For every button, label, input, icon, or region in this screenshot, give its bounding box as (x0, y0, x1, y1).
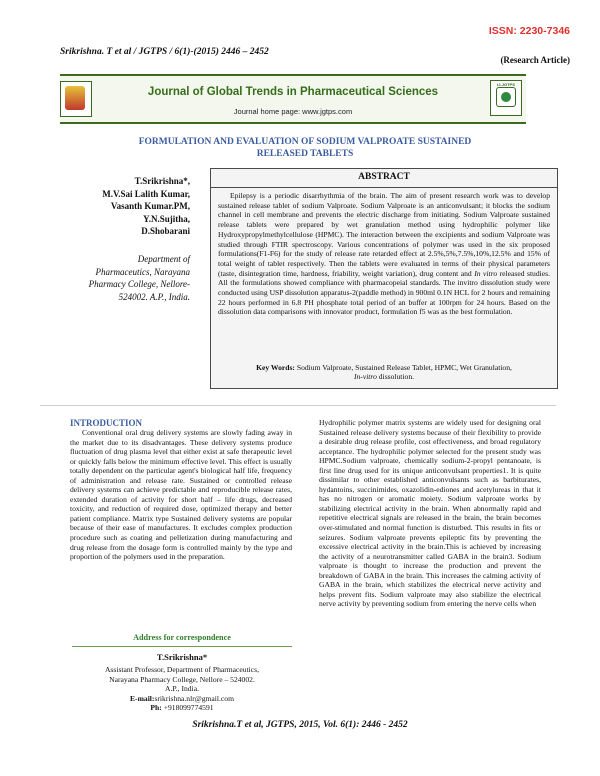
introduction-right-column: Hydrophilic polymer matrix systems are widely used for designing oral Sustained release delivery systems because of their flexibility to provide a desirable drug release profile, cost effectiveness, and broad regulatory acceptance. The hydrophilic polymer selected for the present study was HPMC.Sodium valproate, chemically sodium-2-propyl pentanoate, is first line drug used for its unique anticonvulsant properties1. It is quite dissimilar to other established anticonvulsants such as barbiturates, hydantoins, succinimides, oxazolidin-ediones and acetylureas in that it has no nitrogen or aromatic moiety. Sodium valproate works by stabilizing electrical activity in the brain. When abnormally rapid and repetitive electrical signals are released in the brain, the brain becomes over-stimulated and normal function is disturbed. This results in fits or seizures. Sodium valproate prevents epileptic fits by preventing the excessive electrical activity in the brain.This is achieved by increasing the activity of a neurotransmitter called GABA in the brain3. Sodium valproate is thought to increase the production and prevent the breakdown of GABA in the brain. This increases the calming activity of GABA in the brain, which stabilizes the electrical nerve activity and helps prevent fits. Sodium valproate may also stabilize the electrical nerve activity by preventing sodium from entering the nerve cells when (319, 418, 541, 609)
introduction-left-column: Conventional oral drug delivery systems are slowly fading away in the market due to its disadvantages. These delivery systems produce fluctuation of drug plasma level that either exist at safe therapeutic level or quickly falls below the minimum effective level. This effect is usually totally dependent on the particular agent's biological half life, frequency of administration and release rate. Sustained or controlled release delivery systems can achieve predictable and reproducible release rates, extended duration of activity for short half – life drugs, decreased toxicity, and reduction of required dose, optimized therapy and better patient compliance. Matrix type Sustained delivery systems are popular because of their ease of manufactures. It excludes complex production procedure such as coating and pelletization during manufacturing and drug release from the dosage form is controlled mainly by the type and proportion of the polymers used in the preparation. (70, 428, 292, 562)
correspondence-divider (72, 646, 292, 647)
footer-citation: Srikrishna.T et al, JGTPS, 2015, Vol. 6(1): 2446 - 2452 (192, 720, 408, 730)
abstract-box (210, 168, 558, 389)
article-title: FORMULATION AND EVALUATION OF SODIUM VALPROATE SUSTAINED RELEASED TABLETS (138, 137, 472, 159)
affiliation: Department of Pharmaceutics, Narayana Pharmacy College, Nellore- 524002. A.P., India. (88, 254, 190, 302)
author: Vasanth Kumar.PM, (110, 201, 190, 212)
author: T.Srikrishna*, (134, 176, 190, 186)
correspondence-label: Address for correspondence (133, 633, 231, 642)
abstract-heading: ABSTRACT (358, 172, 410, 182)
email-link[interactable]: srikrishna.nlr@gmail.com (154, 693, 234, 703)
journal-title: Journal of Global Trends in Pharmaceutical Sciences (147, 86, 439, 98)
author: M.V.Sai Lalith Kumar, (102, 188, 190, 199)
author: D.Shobarani (141, 226, 190, 237)
running-head: Srikrishna. T et al / JGTPS / 6(1)-(2015) 2446 – 2452 (60, 47, 269, 57)
article-type: (Research Article) (500, 55, 570, 65)
section-divider (40, 405, 556, 406)
abstract-text: Epilepsy is a periodic disarrhythmia of the brain. The aim of present research work was to develop sustained release tablet of sodium Valproate. Sodium Valproate is an anticonvulsant; it blocks the sodium channel in cell membrane and prevents the electric discharge from initiating. Sodium Valproate sustained release tablets were prepared by wet granulation method using hydrophilic polymer like Hydroxypropylmethylcellulose (HPMC). The interaction between the excipients and sodium Valproate was studied through FTIR spectroscopy. Various concentrations of polymer was used in the six proposed formulations(F1-F6) for the study of release rate retarded effect at 2.5%,5%,7.5%,10%,12.5% and 15% of total weight of tablet respectively. Then the tablets were evaluated in terms of their physical parameters (taste, disintegration time, hardness, friability, weight variation), drug content and In vitro released studies. All the formulations showed compliance with pharmacopeial standards. The invitro dissolution study were conducted using USP dissolution apparatus-2(paddle method) in 900ml 0.1N HCL for 2 hours and remaining 22 hours performed in 6.8 PH phosphate total period of an buffer at 100rpm for 24 hours. Based on the dissolution data comparisons with innovator product, formulation f5 was as the best formulation. (218, 191, 550, 317)
journal-seal-icon: IJ-JGTPS (490, 80, 522, 116)
keywords: Key Words: Sodium Valproate, Sustained Release Tablet, HPMC, Wet Granulation, In-vitro dissolution. (256, 363, 512, 382)
journal-banner (60, 74, 526, 124)
author-list (40, 175, 190, 238)
correspondence-details: Assistant Professor, Department of Pharmaceutics, Narayana Pharmacy College, Nellore – 524002. A.P., India. E-mail:srikrishna.nlr@gmail.com Ph: +918099774591 (104, 665, 260, 712)
introduction-heading: INTRODUCTION (70, 418, 143, 428)
author: Y.N.Sujitha, (143, 213, 190, 224)
correspondence-name: T.Srikrishna* (156, 652, 208, 662)
issn: ISSN: 2230-7346 (488, 25, 570, 37)
abstract-divider (211, 187, 557, 188)
journal-homepage: Journal home page: www.jgtps.com (233, 107, 353, 116)
